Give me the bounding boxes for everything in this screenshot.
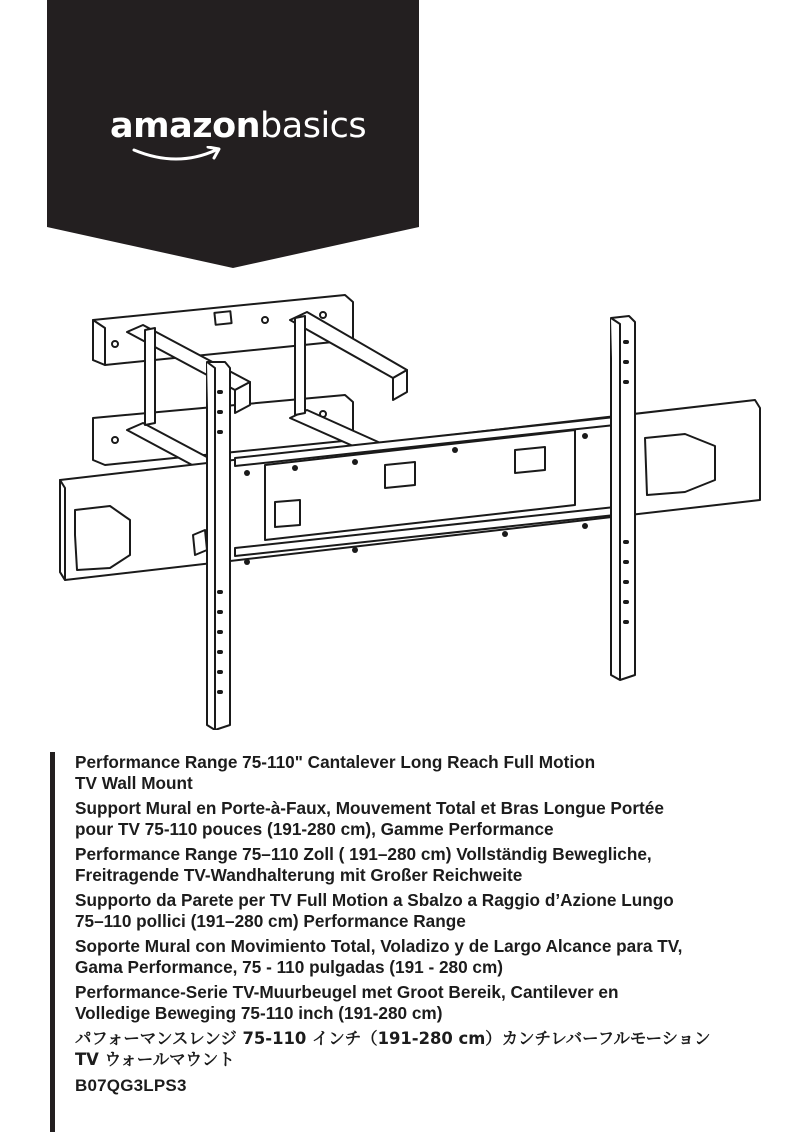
amazonbasics-logo xyxy=(110,106,366,166)
product-title-list xyxy=(50,752,790,1132)
product-title-dutch: Performance-Serie TV-Muurbeugel met Groot Bereik, Cantilever en Volledige Beweging 75-110 inch (191-280 cm) xyxy=(75,982,619,1023)
tv-wall-mount-illustration xyxy=(55,290,765,730)
logo-text-amazon: amazon xyxy=(110,106,261,146)
logo-text-basics: basics xyxy=(260,106,367,146)
product-title-spanish: Soporte Mural con Movimiento Total, Voladizo y de Largo Alcance para TV, Gama Performance, 75 - 110 pulgadas (191 - 280 cm) xyxy=(75,936,683,977)
product-title-german: Performance Range 75–110 Zoll ( 191–280 cm) Vollständig Bewegliche, Freitragende TV-Wandhalterung mit Großer Reichweite xyxy=(75,844,652,885)
product-title-english: Performance Range 75-110" Cantalever Long Reach Full Motion TV Wall Mount xyxy=(75,752,596,793)
smile-arrow-icon xyxy=(132,146,222,166)
product-title-japanese: パフォーマンスレンジ 75-110 インチ（191-280 cm）カンチレバーフルモーション TV ウォールマウント xyxy=(75,1029,711,1069)
product-sku: B07QG3LPS3 xyxy=(75,1076,187,1095)
product-title-italian: Supporto da Parete per TV Full Motion a Sbalzo a Raggio d’Azione Lungo 75–110 pollici (191–280 cm) Performance Range xyxy=(75,890,674,931)
product-title-french: Support Mural en Porte-à-Faux, Mouvement Total et Bras Longue Portée pour TV 75-110 pouces (191-280 cm), Gamme Performance xyxy=(75,798,664,839)
